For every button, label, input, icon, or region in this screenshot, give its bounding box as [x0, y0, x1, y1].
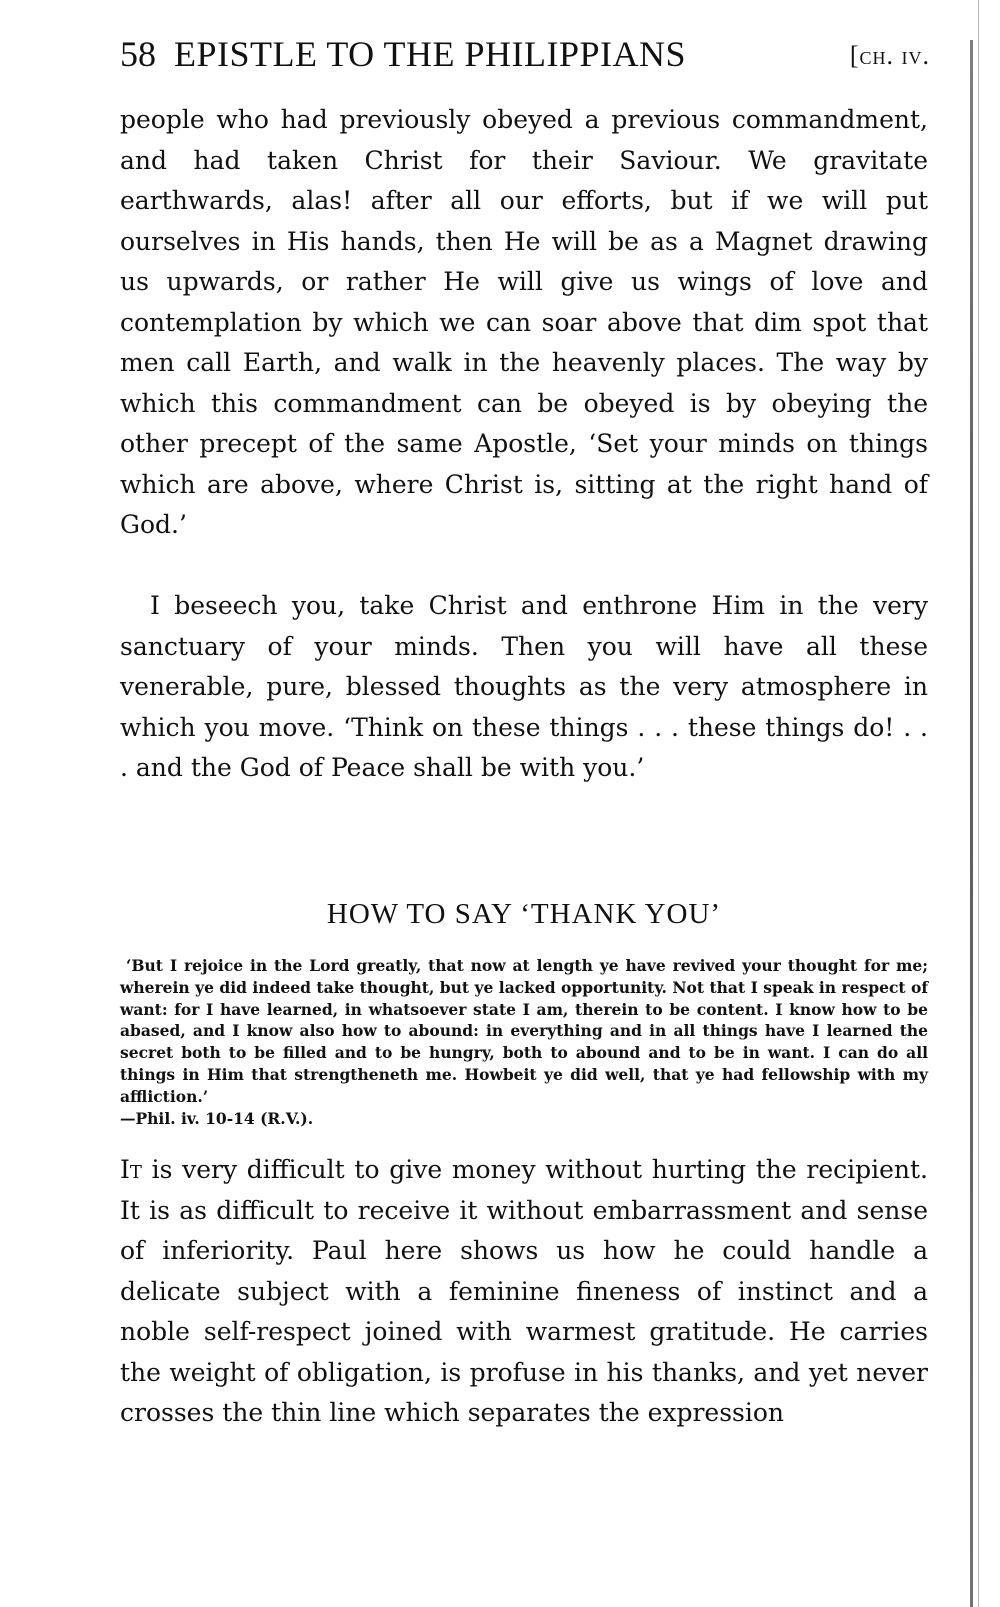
paragraph-thank-you-text: is very difficult to give money without hurting the recipient. It is as difficult to receive it without embarrassment and sense of inferiority. Paul here shows us how he could handle a delicate subject with a feminine fineness of instinct and a noble self-respect joined with warmest gratitude. He carries the weight of obligation, is profuse in his thanks, and yet never crosses the thin line which separates the expression [120, 1155, 928, 1427]
paragraph-continued: people who had previously obeyed a previous commandment, and had taken Christ for their Saviour. We gravitate earthwards, alas! after all our efforts, but if we will put ourselves in His hands, then He will be as a Magnet drawing us upwards, or rather He will give us wings of love and contemplation by which we can soar above that dim spot that men call Earth, and walk in the heavenly places. The way by which this commandment can be obeyed is by obeying the other precept of the same Apostle, ‘Set your minds on things which are above, where Christ is, sitting at the right hand of God.’ [120, 105, 928, 539]
epigraph [120, 955, 928, 1129]
epigraph-citation: —Phil. iv. 10-14 (R.V.). [120, 1108, 314, 1128]
running-title: EPISTLE TO THE PHILIPPIANS [174, 34, 687, 74]
paragraph-thank-you [120, 1150, 928, 1434]
paragraph-beseech: I beseech you, take Christ and enthrone Him in the very sanctuary of your minds. Then you will have all these venerable, pure, blessed thoughts as the very atmosphere in which you move. ‘Think on these things . . . these things do! . . . and the God of Peace shall be with you.’ [120, 591, 928, 782]
epigraph-quote: ‘But I rejoice in the Lord greatly, that now at length ye have revived your thought for me; wherein ye did indeed take thought, but ye lacked opportunity. Not that I speak in respect of want: for I have learned, in whatsoever state I am, therein to be content. I know how to be abased, and I know also how to abound: in everything and in all things have I learned the secret both to be filled and to be hungry, both to abound and to be in want. I can do all things in Him that strengtheneth me. Howbeit ye did well, that ye had fellowship with my affliction.’ [120, 956, 928, 1106]
page-edge-shadow [970, 40, 973, 1607]
running-header [120, 28, 930, 80]
opening-word: It [120, 1155, 142, 1184]
page-edge-line [978, 0, 979, 1607]
page-number: 58 [120, 34, 156, 74]
section-heading: HOW TO SAY ‘THANK YOU’ [326, 898, 722, 930]
chapter-reference: [ch. iv. [849, 41, 930, 70]
